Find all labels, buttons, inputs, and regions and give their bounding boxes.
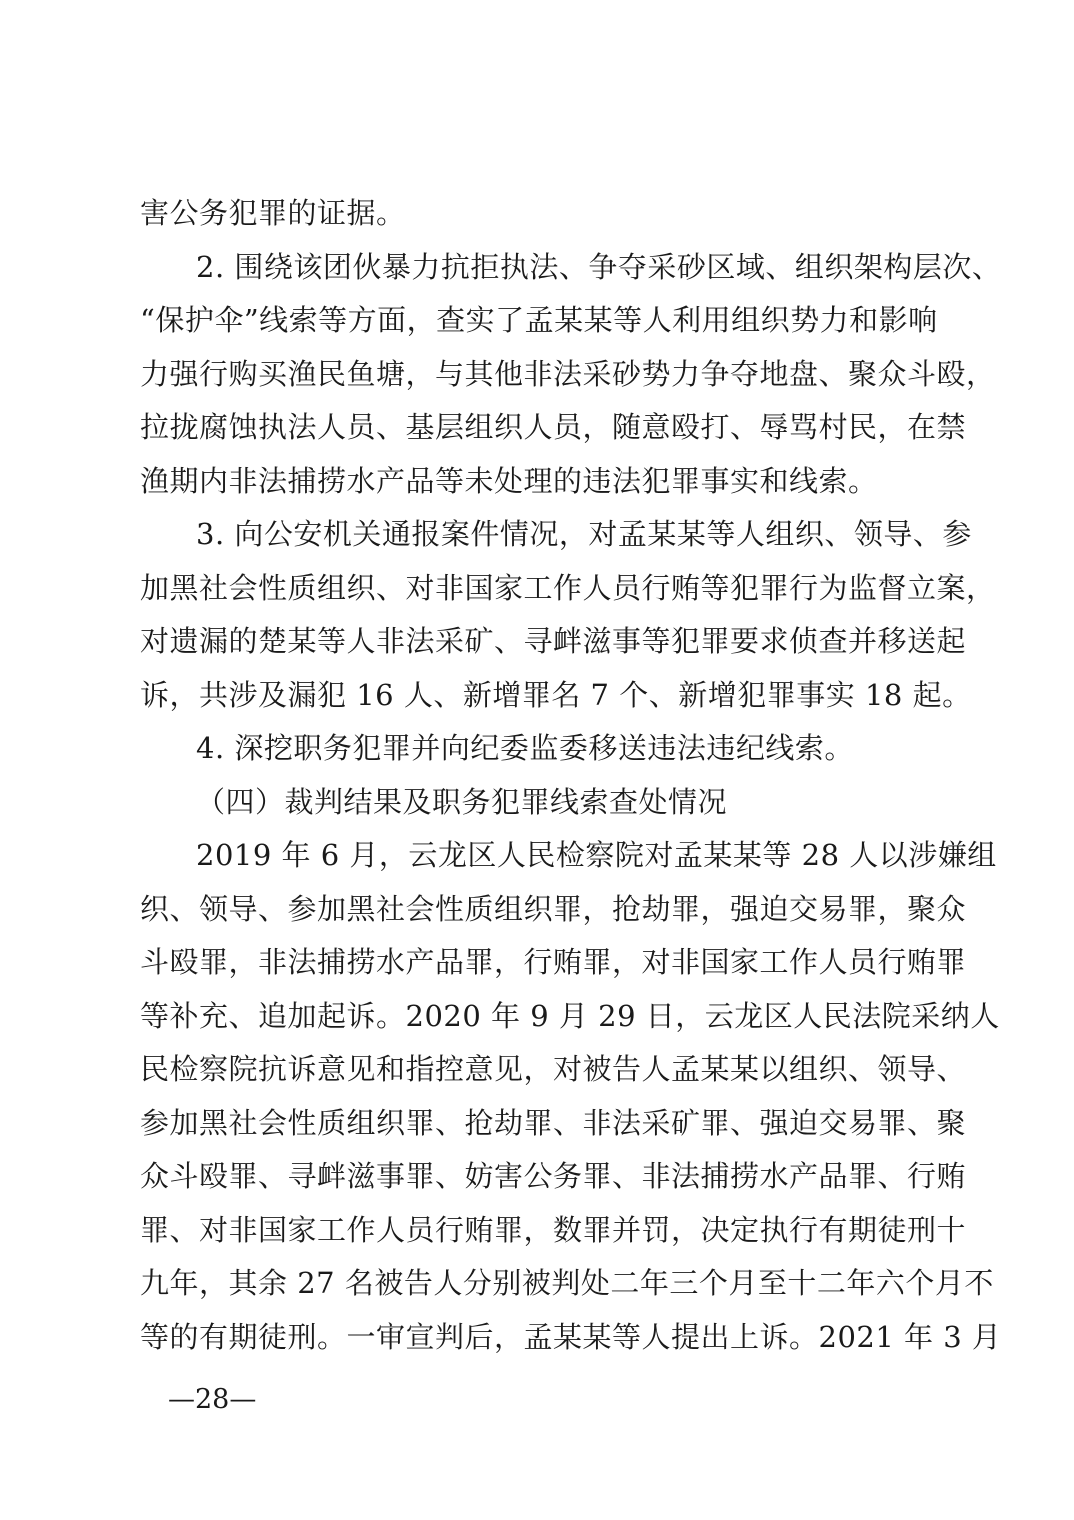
body-text-line: 4. 深挖职务犯罪并向纪委监委移送违法违纪线索。 (196, 731, 854, 765)
body-text-line: 加黑社会性质组织、对非国家工作人员行贿等犯罪行为监督立案， (140, 571, 996, 605)
body-text-line: 害公务犯罪的证据。 (140, 196, 406, 230)
body-text-line: 九年，其余 27 名被告人分别被判处二年三个月至十二年六个月不 (140, 1266, 994, 1300)
section-heading: （四）裁判结果及职务犯罪线索查处情况 (196, 785, 728, 819)
body-text-line: 民检察院抗诉意见和指控意见，对被告人孟某某以组织、领导、 (140, 1052, 967, 1086)
body-text-line: 3. 向公安机关通报案件情况，对孟某某等人组织、领导、参 (196, 517, 972, 551)
body-text-line: 织、领导、参加黑社会性质组织罪，抢劫罪，强迫交易罪，聚众 (140, 892, 967, 926)
body-text-line: 罪、对非国家工作人员行贿罪，数罪并罚，决定执行有期徒刑十 (140, 1213, 967, 1247)
body-text-line: 诉，共涉及漏犯 16 人、新增罪名 7 个、新增犯罪事实 18 起。 (140, 678, 972, 712)
body-text-line: 参加黑社会性质组织罪、抢劫罪、非法采矿罪、强迫交易罪、聚 (140, 1106, 967, 1140)
body-text-line: 力强行购买渔民鱼塘，与其他非法采砂势力争夺地盘、聚众斗殴， (140, 357, 996, 391)
body-text-line: 对遗漏的楚某等人非法采矿、寻衅滋事等犯罪要求侦查并移送起 (140, 624, 967, 658)
body-text-line: 等的有期徒刑。一审宣判后，孟某某等人提出上诉。2021 年 3 月 (140, 1320, 1002, 1354)
body-text-line: 众斗殴罪、寻衅滋事罪、妨害公务罪、非法捕捞水产品罪、行贿 (140, 1159, 967, 1193)
body-text-line: 斗殴罪，非法捕捞水产品罪，行贿罪，对非国家工作人员行贿罪 (140, 945, 967, 979)
body-text-line: 等补充、追加起诉。2020 年 9 月 29 日，云龙区人民法院采纳人 (140, 999, 1000, 1033)
body-text-line: 2019 年 6 月，云龙区人民检察院对孟某某等 28 人以涉嫌组 (196, 838, 997, 872)
page-number: —28— (168, 1384, 257, 1415)
body-text-line: “保护伞”线索等方面，查实了孟某某等人利用组织势力和影响 (140, 303, 938, 337)
body-text-line: 拉拢腐蚀执法人员、基层组织人员，随意殴打、辱骂村民，在禁 (140, 410, 967, 444)
body-text-line: 2. 围绕该团伙暴力抗拒执法、争夺采砂区域、组织架构层次、 (196, 250, 1002, 284)
body-text-line: 渔期内非法捕捞水产品等未处理的违法犯罪事实和线索。 (140, 464, 878, 498)
